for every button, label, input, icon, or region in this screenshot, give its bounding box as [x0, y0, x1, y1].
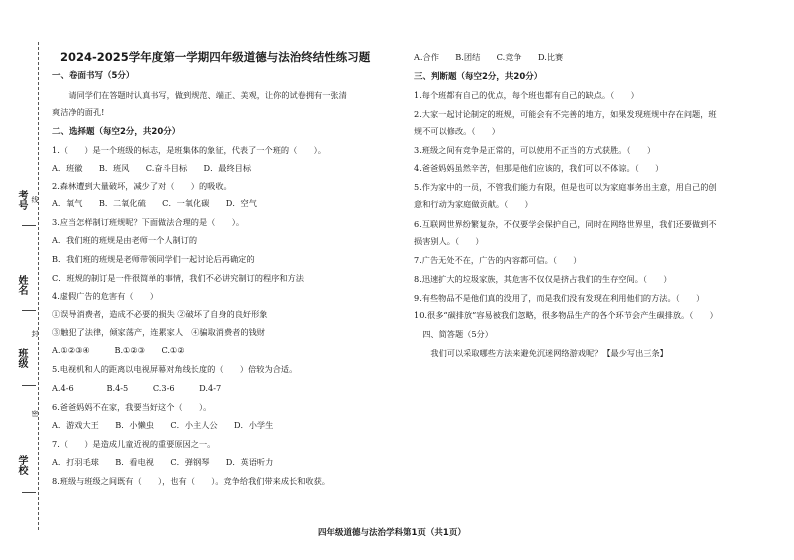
- right-lines-line: 9.有些物品不是他们真的没用了，而是我们没有发现在利用他们的方法。（ ）: [414, 293, 705, 303]
- left-lines-line: ③触犯了法律，倾家荡产，连累家人 ④骗取消费者的钱财: [52, 327, 265, 337]
- left-lines-line: ①误导消费者，造成不必要的损失 ②破坏了自身的良好形象: [52, 309, 268, 319]
- left-lines-line: 爽洁净的面孔!: [52, 107, 105, 117]
- left-lines-line: 5.电视机和人的距离以电视屏幕对角线长度的（ ）倍较为合适。: [52, 364, 298, 374]
- right-lines-line: 三、判断题（每空2分，共20分）: [414, 72, 543, 82]
- right-lines-line: 8.迅速扩大的垃圾家族，其危害不仅仅是挤占我们的生存空间。（ ）: [414, 274, 672, 284]
- right-lines-line: A.合作 B.团结 C.竞争 D.比赛: [414, 52, 564, 62]
- tick-feng: 封: [31, 330, 39, 337]
- label-kaohao: 考号: [16, 190, 27, 210]
- right-lines-line: 我们可以采取哪些方法来避免沉迷网络游戏呢？【最少写出三条】: [414, 348, 668, 358]
- tick-mi: 密: [31, 410, 39, 417]
- left-lines-line: 3.应当怎样制订班规呢？下面做法合理的是（ ）。: [52, 217, 245, 227]
- tick-xian: 线: [31, 196, 39, 203]
- right-lines-line: 2.大家一起讨论制定的班规，可能会有不完善的地方，如果发现班规中存在问题，班: [414, 109, 717, 119]
- right-lines-line: 四、简答题（5分）: [414, 329, 493, 339]
- left-lines-line: 6.爸爸妈妈不在家，我要当好这个（ ）。: [52, 402, 212, 412]
- left-lines-line: A．班徽 B．班风 C.奋斗目标 D．最终目标: [52, 163, 252, 173]
- xingming-blank: [22, 310, 36, 311]
- left-lines-line: A.4-6 B.4-5 C.3-6 D.4-7: [52, 383, 222, 393]
- right-lines-line: 6.互联网世界纷繁复杂，不仅要学会保护自己，同时在网络世界里，我们还要做到不: [414, 219, 717, 229]
- left-lines-line: 二、选择题（每空2分，共20分）: [52, 127, 181, 137]
- right-lines-line: 损害别人。（ ）: [414, 236, 484, 246]
- left-lines-line: 1.（ ）是一个班级的标志，是班集体的象征，代表了一个班的（ ）。: [52, 145, 326, 155]
- exam-title: 2024-2025学年度第一学期四年级道德与法治终结性练习题: [60, 50, 371, 64]
- page-footer: 四年级道德与法治学科第1页（共1页）: [318, 528, 466, 538]
- right-lines-line: 1.每个班都有自己的优点，每个班也都有自己的缺点。（ ）: [414, 90, 639, 100]
- banji-blank: [22, 385, 36, 386]
- left-lines-line: A．氧气 B．二氧化硫 C．一氧化碳 D．空气: [52, 198, 257, 208]
- binding-margin: [0, 0, 44, 560]
- binding-dashed-line: [38, 42, 39, 530]
- right-lines-line: 10.很多“碳排放”容易被我们忽略，很多物品生产的各个环节会产生碳排放。（ ）: [414, 310, 718, 320]
- right-lines-line: 3.班级之间有竞争是正常的，可以使用不正当的方式获胜。（ ）: [414, 145, 656, 155]
- right-lines-line: 7.广告无处不在，广告的内容都可信。（ ）: [414, 255, 582, 265]
- left-lines-line: 2.森林遭到大量破坏，减少了对（ ）的吸收。: [52, 181, 232, 191]
- label-xingming: 姓名: [16, 275, 27, 295]
- right-lines-line: 意和行动为家庭做贡献。（ ）: [414, 199, 533, 209]
- left-lines-line: 8.班级与班级之间既有（ ），也有（ ）。竞争给我们带来成长和收获。: [52, 476, 330, 486]
- left-lines-line: A.①②③④ B.①②③ C.①②: [52, 345, 185, 355]
- label-xuexiao: 学校: [16, 455, 27, 475]
- left-lines-line: 一、卷面书写（5分）: [52, 71, 135, 81]
- left-lines-line: A．我们班的班规是由老师一个人制订的: [52, 235, 198, 245]
- kaohao-blank: [22, 225, 36, 226]
- left-lines-line: 请同学们在答题时认真书写，做到规范、端正、美观，让你的试卷拥有一张清: [52, 90, 347, 100]
- xuexiao-blank: [22, 492, 36, 493]
- left-lines-line: C．班规的制订是一件很简单的事情，我们不必讲究制订的程序和方法: [52, 273, 304, 283]
- label-banji: 班级: [16, 348, 27, 368]
- left-lines-line: B．我们班的班规是老师带领同学们一起讨论后再确定的: [52, 254, 255, 264]
- right-lines-line: 5.作为家中的一员，不管我们能力有限，但是也可以为家庭事务出主意，用自己的创: [414, 182, 717, 192]
- left-lines-line: A．打羽毛球 B．看电视 C．弹钢琴 D．英语听力: [52, 457, 274, 467]
- left-lines-line: 7.（ ）是造成儿童近视的重要原因之一。: [52, 439, 216, 449]
- right-lines-line: 规不可以修改。（ ）: [414, 126, 500, 136]
- right-lines-line: 4.爸爸妈妈虽然辛苦，但那是他们应该的，我们可以不体谅。（ ）: [414, 163, 664, 173]
- left-lines-line: 4.虚假广告的危害有（ ）: [52, 291, 159, 301]
- left-lines-line: A．游戏大王 B．小懒虫 C．小主人公 D．小学生: [52, 420, 274, 430]
